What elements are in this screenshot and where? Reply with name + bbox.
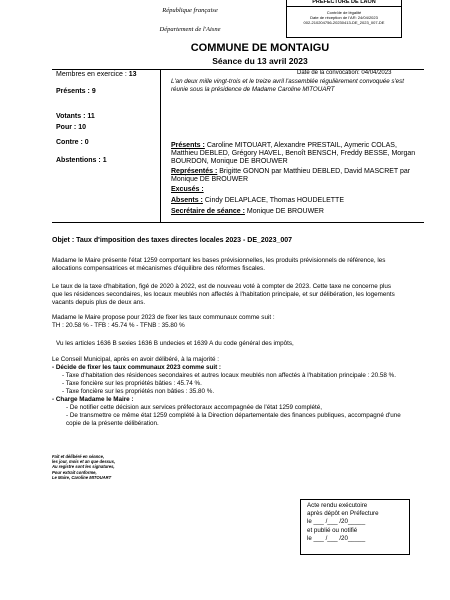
paragraph-vu-articles: Vu les articles 1636 B sexies 1636 B undecies et 1639 A du code général des impôts, — [56, 340, 294, 347]
paragraph-taxe-habitation: Le taux de la taxe d'habitation, figé de 2020 à 2022, est de nouveau voté à compter de 2023. Cette taxe ne concerne plus que les résidences secondaires, les locaux meublés non affectés à l'habitation principale, et sur délibération, les logements vacants depuis plus de deux ans. — [52, 283, 395, 306]
seance-date: Séance du 13 avril 2023 — [212, 56, 308, 66]
session-intro: L'an deux mille vingt-trois et le treize avril l'assemblée régulièrement convoquée s'est réunie sous la présidence de Madame Caroline MITOUART — [171, 78, 404, 93]
section-divider — [52, 222, 424, 223]
stat-membres: Membres en exercice : 13 — [56, 71, 137, 78]
stat-abstentions: Abstentions : 1 — [56, 157, 107, 164]
convocation-date: Date de la convocation: 04/04/2023 — [297, 70, 392, 76]
paragraph-etat: Madame le Maire présente l'état 1259 comportant les bases prévisionnelles, les produits prévisionnels de référence, les allocations compensatrices et mécanismes d'équilibre des réformes fiscales. — [52, 257, 386, 272]
absents-block: Absents : Cindy DELAPLACE, Thomas HOUDELETTE — [171, 197, 344, 204]
commune-title: COMMUNE DE MONTAIGU — [190, 42, 330, 54]
republique-label: République française — [162, 7, 218, 14]
prefecture-line: 002-210204756-20230413-DE_2023_007-DE — [303, 20, 385, 25]
stat-presents: Présents : 9 — [56, 88, 96, 95]
representes-block: Représentés : Brigitte GONON par Matthieu DEBLED, David MASCRET par Monique DE BROUWER — [171, 168, 411, 184]
executoire-box: Acte rendu exécutoire après dépôt en Préfecture le ___ /___ /20_____ et publié ou notifié le ___ /___ /20_____ — [300, 499, 410, 555]
secretaire-block: Secrétaire de séance : Monique DE BROUWER — [171, 208, 324, 215]
prefecture-line: Contrôle de légalité — [326, 10, 362, 15]
presents-block: Présents : Caroline MITOUART, Alexandre PRESTAIL, Aymeric COLAS, Matthieu DEBLED, Grégory HAVEL, Benoît BENSCH, Freddy BESSE, Morgan BOURDON, Monique DE BROUWER — [171, 142, 416, 166]
departement-label: Département de l'Aisne — [159, 26, 221, 33]
excuses-block: Excusés : — [171, 186, 204, 193]
paragraph-decision: Le Conseil Municipal, après en avoir délibéré, à la majorité : - Décide de fixer les taux communaux 2023 comme suit : - Taxe d'habitation des résidences secondaires et autres locaux meublés non affectés à l'habitation principale : 20.58 %. - Taxe foncière sur les propriétés bâties : 45.74 %. - Taxe foncière sur les propriétés non bâties : 35.80 %. - Charge Madame le Maire : - De notifier cette décision aux services préfectoraux accompagnée de l'état 1259 complété, - De transmettre ce même état 1259 complété à la Direction départementale des finances publiques, accompagné d'une copie de la présente délibération. — [52, 356, 401, 427]
column-divider — [160, 69, 161, 222]
stat-votants: Votants : 11 — [56, 113, 95, 120]
paragraph-proposition: Madame le Maire propose pour 2023 de fixer les taux communaux comme suit : TH : 20.58 % - TFB : 45.74 % - TFNB : 35.80 % — [52, 314, 275, 329]
signature-block: Fait et délibéré en séance, les jour, mois et an que dessus, Au registre sont les signatures, Pour extrait conforme, Le Maire, Caroline MITOUART — [52, 454, 116, 480]
prefecture-stamp — [286, 0, 402, 38]
objet-title: Objet : Taux d'imposition des taxes directes locales 2023 - DE_2023_007 — [52, 237, 293, 244]
stat-contre: Contre : 0 — [56, 139, 89, 146]
prefecture-line: Date de réception de l'AR: 24/04/2023 — [310, 15, 378, 20]
stat-pour: Pour : 10 — [56, 124, 86, 131]
prefecture-title: PRÉFECTURE DE LAON — [287, 0, 401, 7]
